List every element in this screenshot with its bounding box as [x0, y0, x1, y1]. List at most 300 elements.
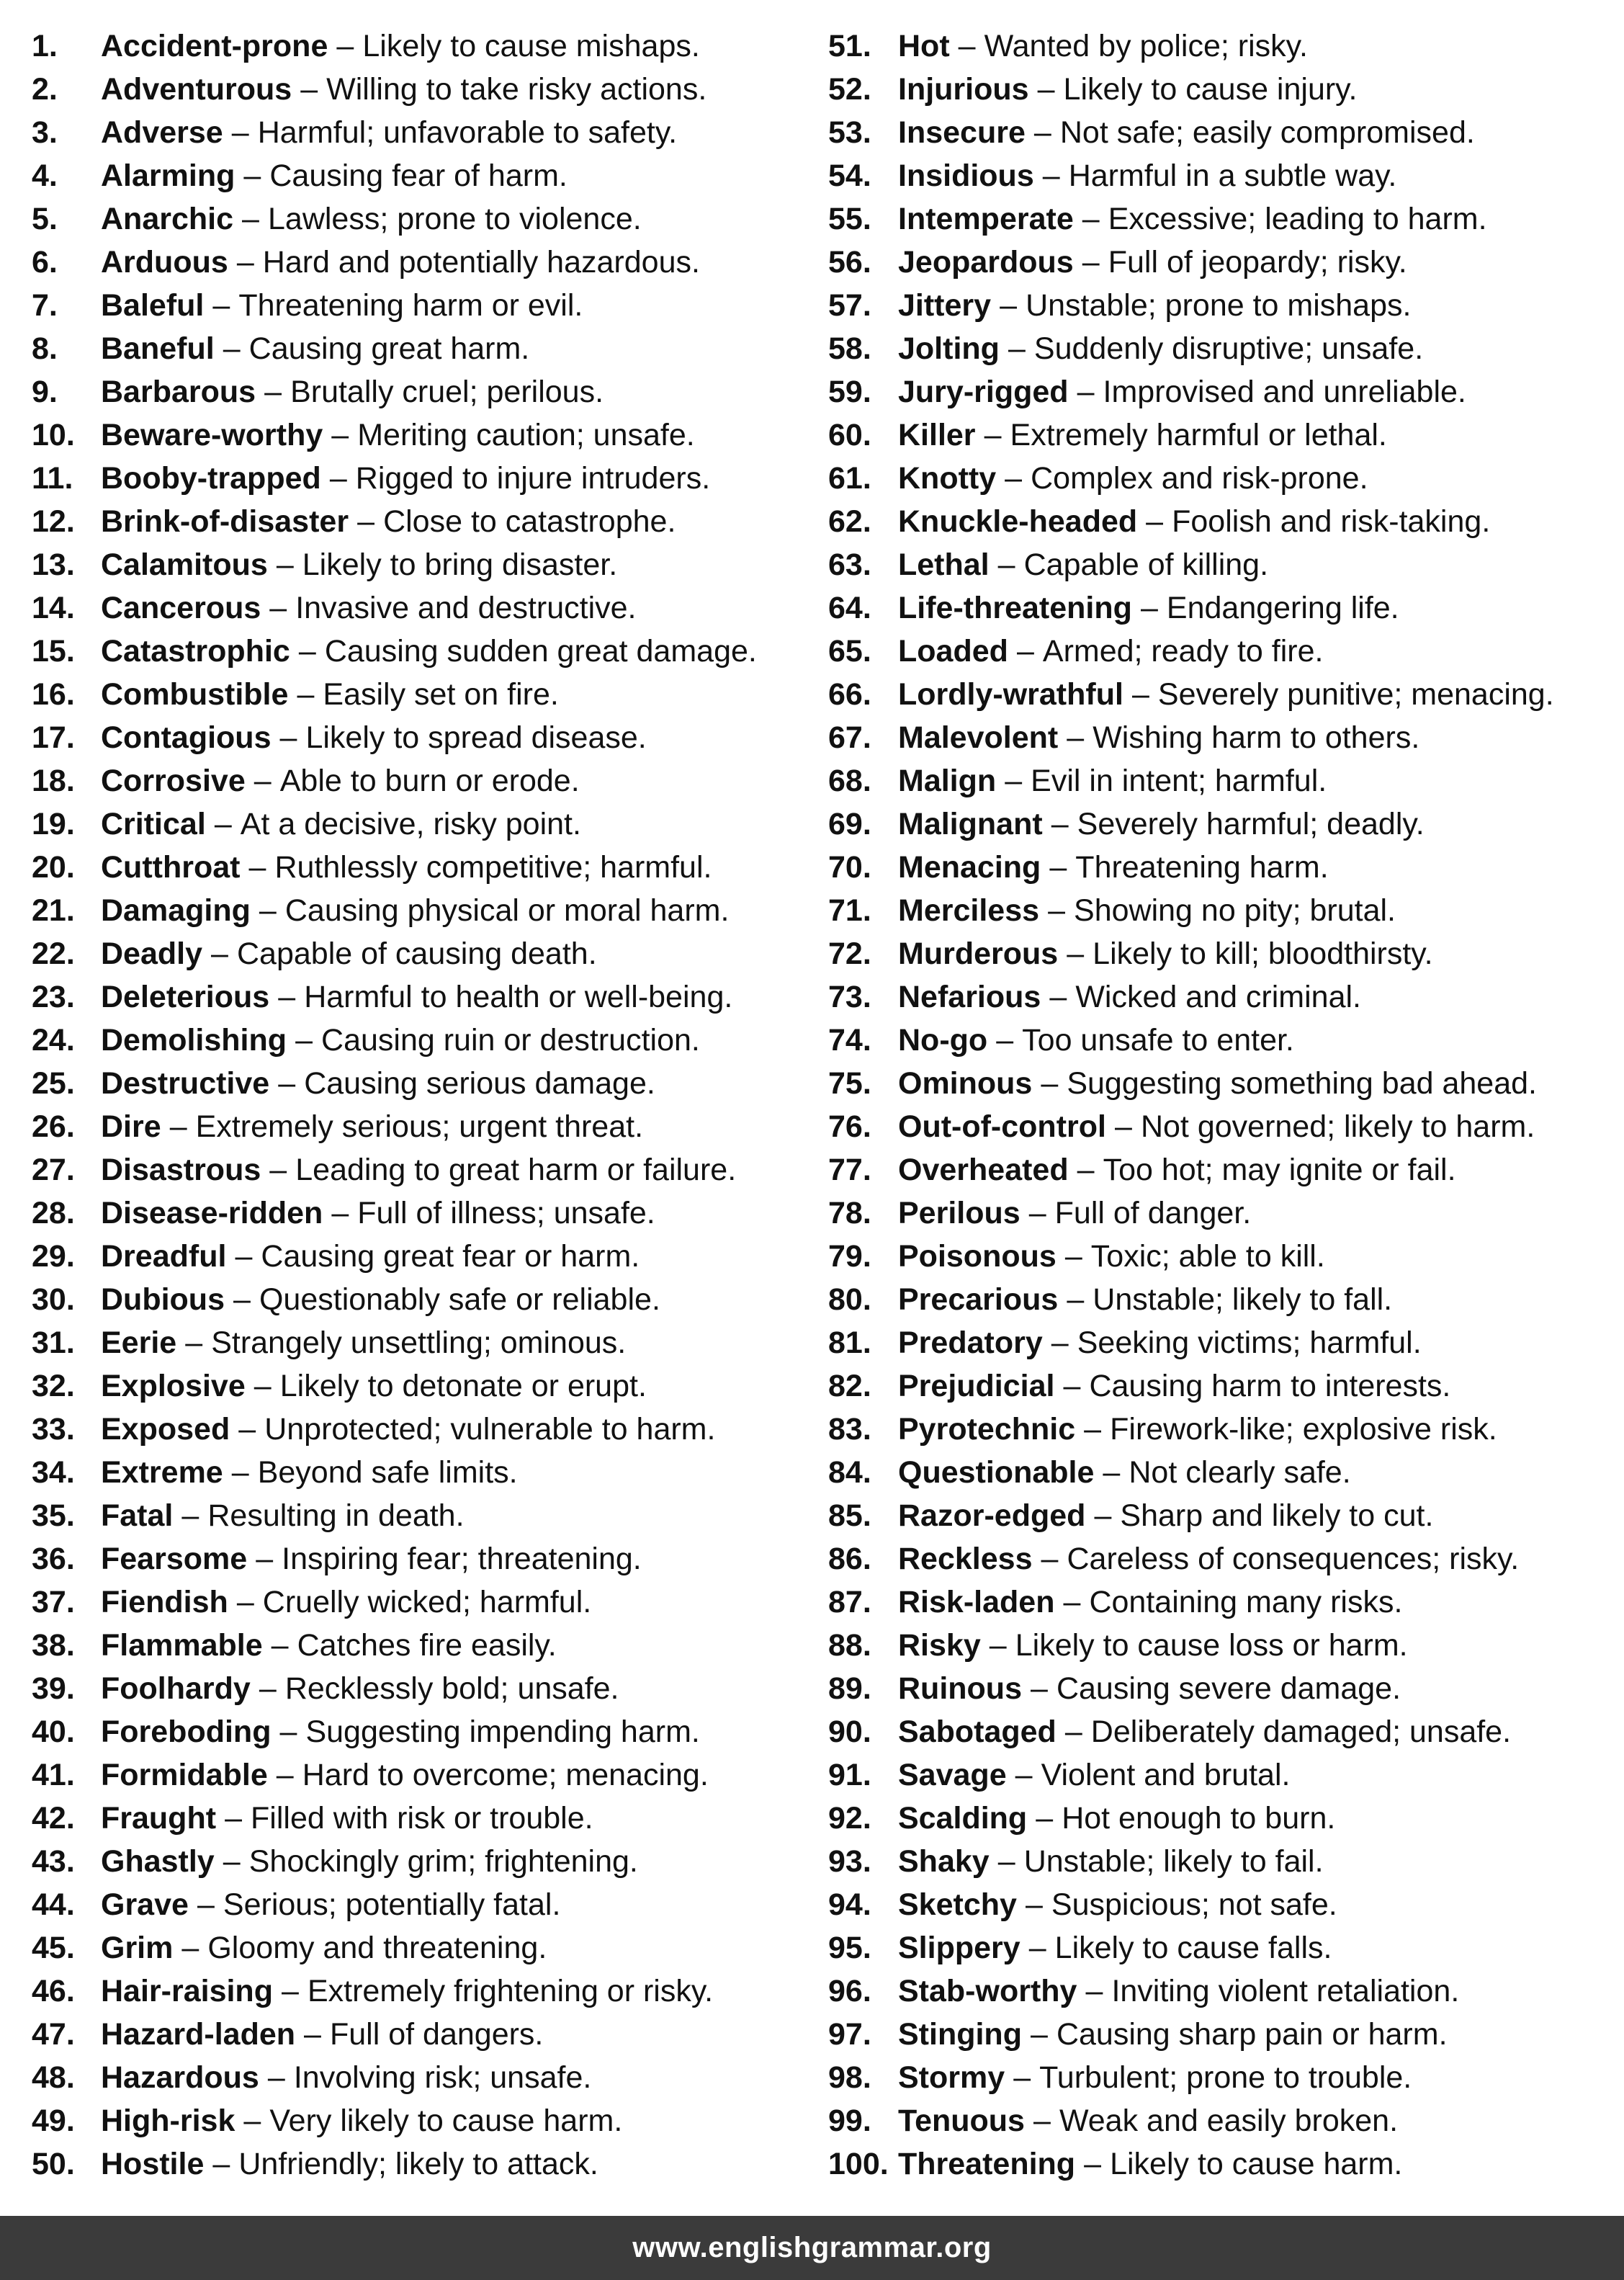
entry-term: Ominous — [898, 1066, 1033, 1101]
entry-definition: Suggesting impending harm. — [305, 1715, 700, 1749]
word-entry — [828, 2053, 1620, 2096]
entry-term: Anarchic — [101, 202, 234, 236]
entry-number: 60. — [828, 418, 871, 452]
entry-separator: – — [197, 1887, 215, 1922]
word-entry — [828, 1275, 1620, 1318]
word-entry — [32, 670, 817, 713]
word-entry — [32, 1145, 817, 1189]
entry-separator: – — [254, 1369, 272, 1403]
word-entry — [32, 1880, 817, 1923]
entry-definition: Rigged to injure intruders. — [355, 461, 711, 496]
entry-separator: – — [214, 807, 232, 841]
entry-definition: Causing severe damage. — [1056, 1671, 1401, 1706]
entry-term: Brink-of-disaster — [101, 504, 349, 539]
entry-term: Risky — [898, 1628, 981, 1663]
entry-number: 18. — [32, 764, 75, 798]
entry-number: 57. — [828, 288, 871, 323]
word-entry — [32, 2140, 817, 2183]
word-entry — [32, 1102, 817, 1145]
entry-term: Intemperate — [898, 202, 1074, 236]
word-entry — [32, 454, 817, 497]
entry-number: 15. — [32, 634, 75, 669]
entry-number: 92. — [828, 1801, 871, 1836]
entry-number: 11. — [32, 461, 73, 496]
entry-term: Alarming — [101, 158, 235, 193]
entry-number: 41. — [32, 1758, 75, 1792]
entry-definition: Inviting violent retaliation. — [1111, 1974, 1460, 2008]
entry-definition: Capable of killing. — [1023, 547, 1269, 582]
word-entry — [828, 886, 1620, 929]
entry-number: 49. — [32, 2104, 75, 2138]
word-entry — [828, 1016, 1620, 1059]
entry-separator: – — [297, 677, 315, 712]
word-entry — [828, 1189, 1620, 1232]
entry-separator: – — [169, 1109, 187, 1144]
entry-separator: – — [282, 1974, 299, 2008]
footer-url[interactable]: www.englishgrammar.org — [632, 2232, 992, 2263]
word-entry — [32, 22, 817, 65]
word-entry — [32, 2096, 817, 2140]
entry-term: Formidable — [101, 1758, 268, 1792]
entry-definition: Weak and easily broken. — [1059, 2104, 1399, 2138]
word-entry — [32, 627, 817, 670]
entry-separator: – — [1063, 1369, 1081, 1403]
entry-number: 89. — [828, 1671, 871, 1706]
word-entry — [828, 1707, 1620, 1751]
entry-separator: – — [279, 1715, 297, 1749]
entry-number: 42. — [32, 1801, 75, 1836]
entry-definition: Causing serious damage. — [304, 1066, 655, 1101]
entry-definition: Likely to cause loss or harm. — [1015, 1628, 1408, 1663]
word-entry — [828, 800, 1620, 843]
entry-separator: – — [278, 980, 296, 1014]
entry-definition: Causing ruin or destruction. — [321, 1023, 700, 1058]
entry-term: Hot — [898, 29, 950, 63]
entry-term: Ruinous — [898, 1671, 1022, 1706]
entry-term: Killer — [898, 418, 976, 452]
entry-number: 87. — [828, 1585, 871, 1619]
word-entry — [828, 756, 1620, 800]
entry-term: Dreadful — [101, 1239, 227, 1274]
entry-number: 29. — [32, 1239, 75, 1274]
entry-definition: Not clearly safe. — [1129, 1455, 1351, 1490]
entry-term: Malign — [898, 764, 997, 798]
entry-term: Knuckle-headed — [898, 504, 1138, 539]
entry-number: 53. — [828, 115, 871, 150]
word-entry — [32, 1232, 817, 1275]
entry-term: Out-of-control — [898, 1109, 1106, 1144]
entry-term: Baneful — [101, 331, 215, 366]
entry-term: Slippery — [898, 1931, 1020, 1965]
entry-separator: – — [276, 1758, 294, 1792]
entry-separator: – — [958, 29, 976, 63]
entry-definition: Catches fire easily. — [297, 1628, 557, 1663]
word-entry — [32, 497, 817, 540]
entry-term: Tenuous — [898, 2104, 1025, 2138]
entry-separator: – — [1033, 2104, 1051, 2138]
entry-definition: Harmful to health or well-being. — [304, 980, 733, 1014]
word-entry — [32, 843, 817, 886]
entry-term: Insecure — [898, 115, 1026, 150]
entry-separator: – — [1077, 1153, 1095, 1187]
entry-separator: – — [211, 936, 228, 971]
word-entry — [32, 2010, 817, 2053]
entry-number: 40. — [32, 1715, 75, 1749]
entry-term: Perilous — [898, 1196, 1020, 1230]
entry-number: 98. — [828, 2060, 871, 2095]
word-entry — [828, 1318, 1620, 1362]
entry-number: 99. — [828, 2104, 871, 2138]
entry-number: 31. — [32, 1325, 75, 1360]
entry-separator: – — [1031, 2017, 1048, 2052]
word-entry — [32, 540, 817, 584]
entry-term: Hazard-laden — [101, 2017, 296, 2052]
entry-term: Hazardous — [101, 2060, 259, 2095]
entry-definition: Deliberately damaged; unsafe. — [1090, 1715, 1512, 1749]
entry-term: Stormy — [898, 2060, 1005, 2095]
entry-number: 66. — [828, 677, 871, 712]
entry-term: Adventurous — [101, 72, 292, 107]
entry-separator: – — [1064, 1715, 1082, 1749]
entry-definition: Evil in intent; harmful. — [1031, 764, 1327, 798]
entry-separator: – — [1049, 980, 1067, 1014]
entry-term: Threatening — [898, 2147, 1076, 2181]
entry-definition: Unstable; likely to fall. — [1093, 1282, 1393, 1317]
entry-definition: Serious; potentially fatal. — [223, 1887, 561, 1922]
entry-definition: Easily set on fire. — [323, 677, 559, 712]
entry-term: Lordly-wrathful — [898, 677, 1123, 712]
entry-definition: Harmful; unfavorable to safety. — [257, 115, 678, 150]
entry-definition: Hard and potentially hazardous. — [262, 245, 700, 280]
entry-separator: – — [1049, 850, 1067, 885]
entry-definition: Causing sharp pain or harm. — [1056, 2017, 1448, 2052]
entry-term: Eerie — [101, 1325, 177, 1360]
entry-separator: – — [298, 634, 316, 669]
entry-number: 27. — [32, 1153, 75, 1187]
word-entry — [828, 1405, 1620, 1448]
entry-definition: Not safe; easily compromised. — [1059, 115, 1475, 150]
entry-number: 7. — [32, 288, 58, 323]
word-entry — [828, 281, 1620, 324]
entry-number: 17. — [32, 720, 75, 755]
entry-term: Fiendish — [101, 1585, 228, 1619]
word-entry — [828, 65, 1620, 108]
entry-definition: Likely to bring disaster. — [302, 547, 618, 582]
entry-definition: Resulting in death. — [207, 1498, 465, 1533]
word-entry — [32, 2053, 817, 2096]
entry-definition: Able to burn or erode. — [279, 764, 580, 798]
entry-separator: – — [267, 2060, 285, 2095]
word-list-column-right — [828, 22, 1620, 2183]
entry-term: Barbarous — [101, 375, 256, 409]
entry-definition: Shockingly grim; frightening. — [248, 1844, 638, 1879]
entry-definition: Likely to cause mishaps. — [362, 29, 700, 63]
entry-number: 25. — [32, 1066, 75, 1101]
entry-separator: – — [231, 115, 249, 150]
entry-term: Precarious — [898, 1282, 1059, 1317]
entry-definition: Extremely frightening or risky. — [307, 1974, 714, 2008]
entry-definition: Close to catastrophe. — [383, 504, 676, 539]
entry-number: 45. — [32, 1931, 75, 1965]
entry-number: 43. — [32, 1844, 75, 1879]
entry-definition: Hot enough to burn. — [1062, 1801, 1336, 1836]
entry-separator: – — [1082, 202, 1100, 236]
entry-separator: – — [1094, 1498, 1112, 1533]
entry-separator: – — [236, 1585, 254, 1619]
entry-term: Malignant — [898, 807, 1043, 841]
word-entry — [828, 2096, 1620, 2140]
entry-separator: – — [1025, 1887, 1043, 1922]
entry-separator: – — [295, 1023, 313, 1058]
entry-term: Demolishing — [101, 1023, 287, 1058]
entry-separator: – — [1041, 1542, 1059, 1576]
entry-term: Reckless — [898, 1542, 1033, 1576]
entry-term: Poisonous — [898, 1239, 1057, 1274]
entry-number: 12. — [32, 504, 75, 539]
entry-term: Flammable — [101, 1628, 263, 1663]
entry-definition: Likely to cause harm. — [1110, 2147, 1403, 2181]
entry-separator: – — [1140, 591, 1158, 625]
word-entry — [32, 1534, 817, 1578]
entry-separator: – — [233, 1282, 251, 1317]
entry-definition: Suspicious; not safe. — [1051, 1887, 1337, 1922]
word-entry — [828, 238, 1620, 281]
entry-separator: – — [1015, 1758, 1033, 1792]
entry-term: Malevolent — [898, 720, 1059, 755]
entry-separator: – — [1008, 331, 1026, 366]
word-entry — [828, 1491, 1620, 1534]
word-entry — [828, 2140, 1620, 2183]
entry-term: Grim — [101, 1931, 174, 1965]
word-entry — [828, 584, 1620, 627]
entry-separator: – — [1103, 1455, 1121, 1490]
entry-definition: Likely to spread disease. — [305, 720, 647, 755]
entry-definition: Lawless; prone to violence. — [268, 202, 642, 236]
word-entry — [828, 1578, 1620, 1621]
entry-number: 83. — [828, 1412, 871, 1447]
entry-number: 26. — [32, 1109, 75, 1144]
word-entry — [828, 540, 1620, 584]
word-entry — [828, 411, 1620, 454]
entry-separator: – — [1077, 375, 1095, 409]
entry-separator: – — [336, 29, 354, 63]
word-entry — [828, 670, 1620, 713]
entry-separator: – — [1048, 893, 1065, 928]
entry-definition: Brutally cruel; perilous. — [290, 375, 604, 409]
entry-number: 4. — [32, 158, 58, 193]
entry-number: 50. — [32, 2147, 75, 2181]
entry-term: Insidious — [898, 158, 1034, 193]
entry-separator: – — [256, 1542, 274, 1576]
entry-separator: – — [331, 1196, 349, 1230]
entry-separator: – — [1051, 1325, 1069, 1360]
entry-separator: – — [1028, 1931, 1046, 1965]
entry-separator: – — [1084, 2147, 1102, 2181]
entry-definition: Severely punitive; menacing. — [1157, 677, 1554, 712]
entry-term: Menacing — [898, 850, 1041, 885]
word-entry — [32, 584, 817, 627]
entry-number: 36. — [32, 1542, 75, 1576]
entry-definition: Leading to great harm or failure. — [295, 1153, 737, 1187]
entry-definition: Wicked and criminal. — [1075, 980, 1362, 1014]
entry-separator: – — [231, 1455, 249, 1490]
entry-number: 48. — [32, 2060, 75, 2095]
entry-number: 75. — [828, 1066, 871, 1101]
entry-separator: – — [185, 1325, 203, 1360]
entry-definition: Improvised and unreliable. — [1103, 375, 1466, 409]
entry-definition: Full of jeopardy; risky. — [1108, 245, 1407, 280]
entry-number: 76. — [828, 1109, 871, 1144]
word-entry — [828, 195, 1620, 238]
entry-definition: Ruthlessly competitive; harmful. — [274, 850, 712, 885]
entry-term: Explosive — [101, 1369, 246, 1403]
entry-term: Ghastly — [101, 1844, 215, 1879]
word-entry — [32, 238, 817, 281]
word-entry — [32, 1405, 817, 1448]
word-entry — [32, 713, 817, 756]
entry-term: Extreme — [101, 1455, 223, 1490]
entry-term: Hostile — [101, 2147, 205, 2181]
entry-term: Pyrotechnic — [898, 1412, 1076, 1447]
footer-bar — [0, 2216, 1624, 2280]
entry-number: 68. — [828, 764, 871, 798]
word-entry — [32, 1189, 817, 1232]
entry-definition: Excessive; leading to harm. — [1108, 202, 1487, 236]
entry-definition: Toxic; able to kill. — [1090, 1239, 1325, 1274]
entry-number: 94. — [828, 1887, 871, 1922]
entry-separator: – — [223, 1844, 241, 1879]
entry-separator: – — [997, 547, 1015, 582]
entry-definition: Threatening harm or evil. — [238, 288, 583, 323]
word-entry — [32, 108, 817, 151]
entry-term: Disease-ridden — [101, 1196, 323, 1230]
entry-term: Nefarious — [898, 980, 1041, 1014]
entry-number: 91. — [828, 1758, 871, 1792]
entry-term: Deadly — [101, 936, 203, 971]
entry-definition: Hard to overcome; menacing. — [302, 1758, 709, 1792]
entry-number: 80. — [828, 1282, 871, 1317]
entry-term: Jolting — [898, 331, 1000, 366]
entry-separator: – — [1013, 2060, 1031, 2095]
entry-term: Destructive — [101, 1066, 270, 1101]
word-entry — [32, 1578, 817, 1621]
entry-definition: Violent and brutal. — [1041, 1758, 1291, 1792]
entry-number: 24. — [32, 1023, 75, 1058]
entry-number: 5. — [32, 202, 58, 236]
entry-number: 81. — [828, 1325, 871, 1360]
entry-definition: Unfriendly; likely to attack. — [238, 2147, 598, 2181]
entry-number: 23. — [32, 980, 75, 1014]
word-entry — [32, 1664, 817, 1707]
entry-separator: – — [1115, 1109, 1132, 1144]
entry-definition: Invasive and destructive. — [295, 591, 637, 625]
entry-number: 2. — [32, 72, 58, 107]
entry-separator: – — [1000, 288, 1018, 323]
entry-number: 67. — [828, 720, 871, 755]
entry-definition: Unstable; prone to mishaps. — [1026, 288, 1412, 323]
word-entry — [828, 1880, 1620, 1923]
entry-separator: – — [264, 375, 282, 409]
entry-separator: – — [248, 850, 266, 885]
entry-number: 1. — [32, 29, 58, 63]
entry-definition: Containing many risks. — [1089, 1585, 1403, 1619]
entry-number: 88. — [828, 1628, 871, 1663]
entry-number: 9. — [32, 375, 58, 409]
word-entry — [32, 1016, 817, 1059]
entry-term: Predatory — [898, 1325, 1043, 1360]
entry-term: Life-threatening — [898, 591, 1132, 625]
entry-separator: – — [997, 1844, 1015, 1879]
word-entry — [828, 1794, 1620, 1837]
entry-definition: At a decisive, risky point. — [240, 807, 581, 841]
entry-number: 77. — [828, 1153, 871, 1187]
entry-term: Lethal — [898, 547, 990, 582]
entry-separator: – — [1067, 1282, 1085, 1317]
entry-definition: Showing no pity; brutal. — [1074, 893, 1396, 928]
entry-definition: Wanted by police; risky. — [984, 29, 1308, 63]
entry-number: 21. — [32, 893, 75, 928]
word-entry — [32, 1275, 817, 1318]
entry-number: 86. — [828, 1542, 871, 1576]
entry-separator: – — [1033, 115, 1051, 150]
entry-number: 44. — [32, 1887, 75, 1922]
entry-separator: – — [276, 547, 294, 582]
entry-number: 59. — [828, 375, 871, 409]
entry-term: Grave — [101, 1887, 189, 1922]
entry-number: 96. — [828, 1974, 871, 2008]
word-entry — [32, 1794, 817, 1837]
entry-definition: Wishing harm to others. — [1093, 720, 1420, 755]
entry-definition: Recklessly bold; unsafe. — [284, 1671, 619, 1706]
word-entry — [828, 1621, 1620, 1664]
entry-number: 30. — [32, 1282, 75, 1317]
entry-number: 14. — [32, 591, 75, 625]
word-entry — [828, 1923, 1620, 1967]
word-entry — [32, 281, 817, 324]
entry-definition: Unprotected; vulnerable to harm. — [264, 1412, 716, 1447]
word-entry — [32, 756, 817, 800]
entry-separator: – — [212, 2147, 230, 2181]
entry-separator: – — [1067, 936, 1085, 971]
word-entry — [828, 973, 1620, 1016]
entry-number: 20. — [32, 850, 75, 885]
entry-number: 52. — [828, 72, 871, 107]
entry-term: Jury-rigged — [898, 375, 1069, 409]
entry-definition: Sharp and likely to cut. — [1120, 1498, 1434, 1533]
entry-term: Contagious — [101, 720, 272, 755]
entry-number: 58. — [828, 331, 871, 366]
entry-number: 35. — [32, 1498, 75, 1533]
entry-term: Risk-laden — [898, 1585, 1055, 1619]
entry-number: 47. — [32, 2017, 75, 2052]
entry-separator: – — [1146, 504, 1164, 539]
word-entry — [828, 151, 1620, 195]
entry-term: Beware-worthy — [101, 418, 323, 452]
entry-number: 37. — [32, 1585, 75, 1619]
word-entry — [828, 843, 1620, 886]
word-list-column-left — [32, 22, 817, 2183]
entry-number: 82. — [828, 1369, 871, 1403]
word-entry — [32, 1837, 817, 1880]
word-entry — [828, 108, 1620, 151]
entry-number: 65. — [828, 634, 871, 669]
entry-term: Jeopardous — [898, 245, 1074, 280]
entry-definition: Strangely unsettling; ominous. — [211, 1325, 627, 1360]
entry-definition: Threatening harm. — [1075, 850, 1329, 885]
entry-definition: Willing to take risky actions. — [326, 72, 707, 107]
entry-number: 3. — [32, 115, 58, 150]
entry-term: Hair-raising — [101, 1974, 273, 2008]
